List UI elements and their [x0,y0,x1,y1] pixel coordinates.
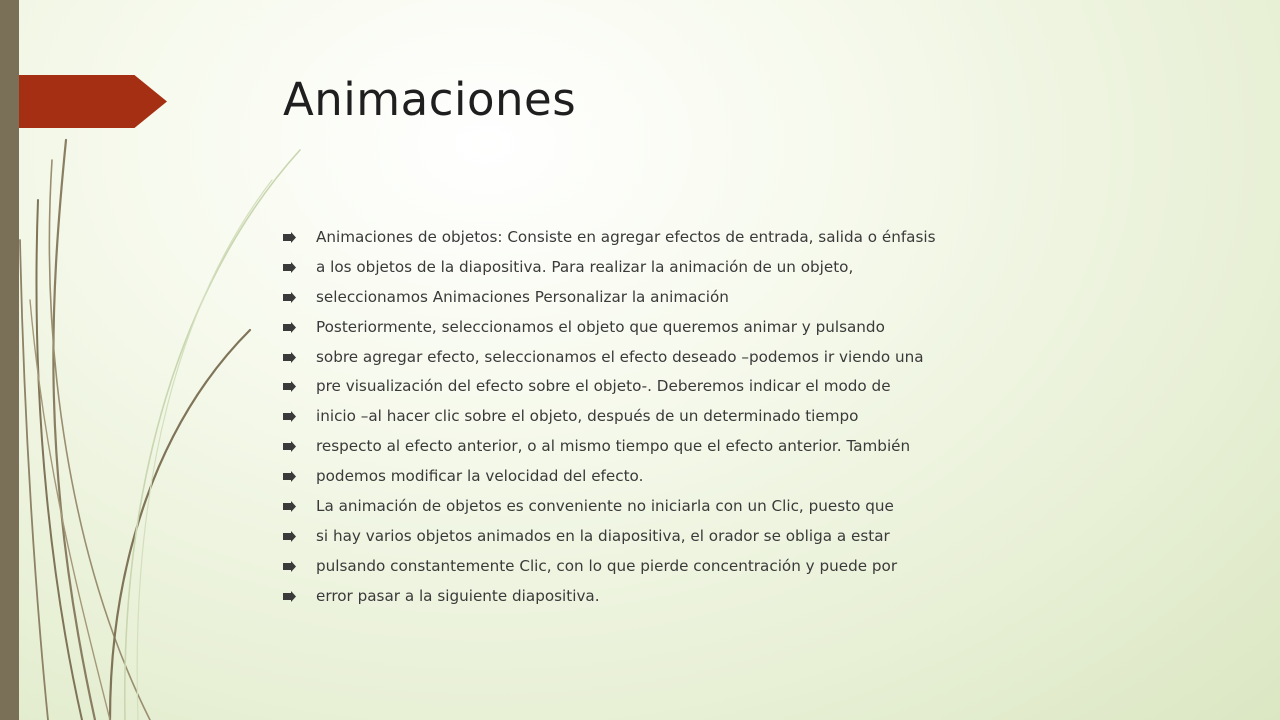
list-item-text: error pasar a la siguiente diapositiva. [316,586,600,605]
arrow-bullet-icon [283,381,296,392]
list-item [283,553,1043,583]
arrow-bullet-icon [283,441,296,452]
list-item [283,224,1043,254]
list-item-text: sobre agregar efecto, seleccionamos el efecto deseado –podemos ir viendo una [316,347,924,366]
title-accent-arrow [19,75,167,128]
arrow-bullet-icon [283,561,296,572]
list-item-text: pre visualización del efecto sobre el objeto-. Deberemos indicar el modo de [316,377,891,396]
arrow-bullet-icon [283,232,296,243]
list-item [283,463,1043,493]
arrow-bullet-icon [283,352,296,363]
arrow-bullet-icon [283,411,296,422]
list-item-text: si hay varios objetos animados en la diapositiva, el orador se obliga a estar [316,526,890,545]
list-item-text: inicio –al hacer clic sobre el objeto, después de un determinado tiempo [316,407,859,426]
arrow-bullet-icon [283,262,296,273]
arrow-bullet-icon [283,292,296,303]
list-item-text: Posteriormente, seleccionamos el objeto que queremos animar y pulsando [316,317,885,336]
list-item-text: Animaciones de objetos: Consiste en agregar efectos de entrada, salida o énfasis [316,228,936,246]
list-item-text: seleccionamos Animaciones Personalizar la animación [316,287,729,306]
arrow-bullet-icon [283,322,296,333]
list-item-text: a los objetos de la diapositiva. Para realizar la animación de un objeto, [316,257,854,276]
arrow-bullet-icon [283,591,296,602]
list-item [283,403,1043,433]
list-item [283,523,1043,553]
list-item [283,583,1043,613]
list-item-text: pulsando constantemente Clic, con lo que pierde concentración y puede por [316,556,898,575]
list-item [283,284,1043,314]
list-item [283,433,1043,463]
left-side-bar [0,0,19,720]
list-item-text: respecto al efecto anterior, o al mismo tiempo que el efecto anterior. También [316,437,911,456]
list-item [283,254,1043,284]
arrow-bullet-icon [283,501,296,512]
list-item [283,314,1043,344]
list-item-text: podemos modificar la velocidad del efecto. [316,467,644,486]
list-item-text: La animación de objetos es conveniente no iniciarla con un Clic, puesto que [316,497,894,516]
arrow-bullet-icon [283,471,296,482]
bullet-list [283,224,1043,613]
list-item [283,344,1043,374]
list-item [283,373,1043,403]
list-item [283,493,1043,523]
arrow-bullet-icon [283,531,296,542]
slide-title: Animaciones [283,73,577,126]
